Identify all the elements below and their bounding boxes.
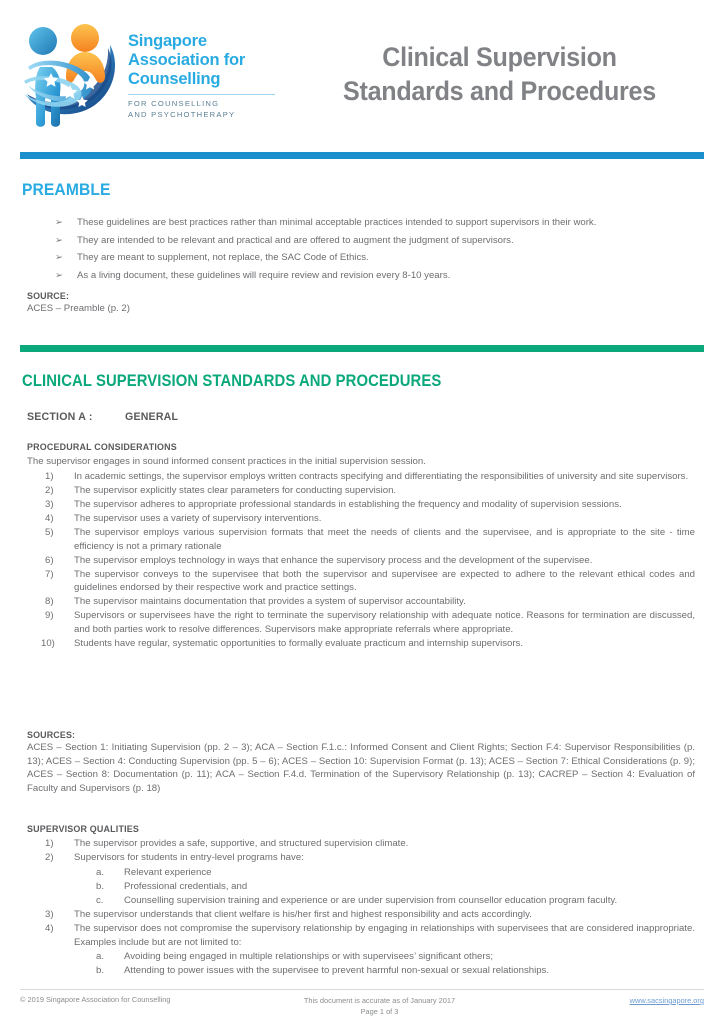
list-marker: 4) <box>45 923 54 935</box>
list-item-text: The supervisor maintains documentation that provides a system of supervisor accountability. <box>74 596 466 608</box>
logo-line-3: Counselling <box>128 70 221 88</box>
list-marker: 4) <box>45 513 54 525</box>
preamble-source-block <box>27 290 695 316</box>
arrow-bullet-icon: ➢ <box>55 234 63 246</box>
list-item <box>27 908 695 921</box>
list-item-text: They are intended to be relevant and practical and are offered to augment the judgment of supervisors. <box>77 234 514 246</box>
list-item-text: Counselling supervision training and experience or are under supervision from counsellor education program faculty. <box>124 894 618 906</box>
list-item <box>27 526 695 553</box>
source-label: SOURCE: <box>27 290 70 301</box>
list-marker: 1) <box>45 471 54 482</box>
logo-line-1: Singapore <box>128 32 207 50</box>
logo-tagline-1: FOR COUNSELLING <box>128 99 220 108</box>
organization-logo <box>18 15 288 133</box>
sac-logo-icon <box>18 15 122 133</box>
list-item <box>27 609 695 636</box>
list-marker: 2) <box>45 852 54 864</box>
standards-sources-block <box>27 729 695 795</box>
list-item <box>74 950 695 964</box>
blue-divider-rule <box>20 152 704 159</box>
arrow-bullet-icon: ➢ <box>55 217 63 228</box>
footer-website[interactable] <box>524 995 704 1005</box>
preamble-heading: PREAMBLE <box>22 180 111 199</box>
list-item-text: Students have regular, systematic opportunities to formally evaluate practicum and internship supervisors. <box>74 637 523 649</box>
list-item <box>27 851 695 907</box>
supervisor-qualities-list <box>27 837 695 979</box>
list-item <box>74 894 695 908</box>
list-item <box>55 234 695 247</box>
preamble-body <box>27 216 695 286</box>
list-item <box>27 512 695 525</box>
list-item <box>74 866 695 880</box>
list-marker: 8) <box>45 596 54 608</box>
list-item <box>55 269 695 282</box>
arrow-bullet-icon: ➢ <box>55 269 63 281</box>
green-divider-rule <box>20 345 704 352</box>
list-item <box>27 484 695 497</box>
list-item-text: The supervisor understands that client welfare is his/her first and highest responsibility and acts accordingly. <box>74 909 532 921</box>
list-marker: a. <box>96 951 105 963</box>
list-marker: 9) <box>45 610 54 622</box>
list-item <box>55 251 695 264</box>
list-item <box>27 837 695 850</box>
page-title <box>303 40 708 108</box>
arrow-bullet-icon: ➢ <box>55 252 63 264</box>
list-marker: 1) <box>45 838 54 849</box>
supervisor-qualities-heading: SUPERVISOR QUALITIES <box>27 823 140 834</box>
list-item-text: The supervisor does not compromise the supervisory relationship by engaging in relationships with supervisees that are considered inappropriate. Examples include but are not limited to: <box>74 923 695 948</box>
list-item-text: Attending to power issues with the supervisee to prevent harmful non-sexual or sexual relationships. <box>124 965 550 977</box>
list-item <box>27 470 695 483</box>
list-item-text: In academic settings, the supervisor employs written contracts specifying and differentiating the responsibilities of university and site supervisors. <box>74 471 689 482</box>
list-item-text: As a living document, these guidelines will require review and revision every 8-10 years. <box>77 269 451 281</box>
source-text: ACES – Preamble (p. 2) <box>27 303 130 314</box>
list-item-text: Supervisors or supervisees have the right to terminate the supervisory relationship with adequate notice. Reasons for termination are discussed, and both parties work to resolve differences. Supervisors make appropriate referrals where appropriate. <box>74 610 695 635</box>
list-marker: 3) <box>45 909 54 921</box>
list-item-text: The supervisor uses a variety of supervisory interventions. <box>74 513 322 525</box>
list-marker: 5) <box>45 527 54 539</box>
list-marker: 2) <box>45 485 54 497</box>
list-item <box>27 568 695 595</box>
logo-line-2: Association for <box>128 51 246 69</box>
list-item <box>74 964 695 978</box>
list-item-text: Professional credentials, and <box>124 880 248 892</box>
section-name: GENERAL <box>125 411 179 423</box>
list-marker: 6) <box>45 554 54 566</box>
sources-label: SOURCES: <box>27 729 76 740</box>
preamble-bullet-list <box>27 216 695 282</box>
website-link[interactable]: www.sacsingapore.org <box>629 996 704 1005</box>
logo-tagline-2: AND PSYCHOTHERAPY <box>128 109 236 119</box>
supervisor-qualities-sublist-4 <box>74 950 695 978</box>
list-item <box>27 498 695 511</box>
list-marker: a. <box>96 866 105 878</box>
procedural-numbered-list <box>27 470 695 651</box>
list-item-text: The supervisor provides a safe, supportive, and structured supervision climate. <box>74 838 409 849</box>
section-label: SECTION A : <box>27 411 93 423</box>
page-footer <box>20 989 704 1017</box>
list-item <box>55 216 695 229</box>
footer-center <box>235 995 524 1017</box>
list-marker: b. <box>96 880 105 892</box>
footer-copyright: © 2019 Singapore Association for Counselling <box>20 995 171 1004</box>
logo-wordmark <box>128 28 275 120</box>
footer-accuracy-note: This document is accurate as of January 2017 <box>303 996 456 1005</box>
list-item-text: They are meant to supplement, not replace, the SAC Code of Ethics. <box>77 252 369 264</box>
logo-divider <box>128 94 275 95</box>
standards-heading: CLINICAL SUPERVISION STANDARDS AND PROCEDURES <box>22 372 442 390</box>
list-marker: 10) <box>41 637 55 649</box>
footer-page-number: Page 1 of 3 <box>360 1007 399 1016</box>
page-title-line-2: Standards and Procedures <box>343 76 656 106</box>
list-item-text: Supervisors for students in entry-level programs have: <box>74 852 304 864</box>
list-item-text: Relevant experience <box>124 866 212 878</box>
list-item <box>27 554 695 567</box>
list-item-text: The supervisor employs technology in ways that enhance the supervisory process and the development of the supervisee. <box>74 554 593 566</box>
list-item <box>74 880 695 894</box>
list-item-text: These guidelines are best practices rather than minimal acceptable practices intended to support supervisors in their work. <box>77 217 597 228</box>
page-title-line-1: Clinical Supervision <box>382 42 617 72</box>
supervisor-qualities-sublist-2 <box>74 866 695 908</box>
list-item-text: Avoiding being engaged in multiple relationships or with supervisees’ significant others; <box>124 951 494 963</box>
list-item-text: The supervisor explicitly states clear parameters for conducting supervision. <box>74 485 397 497</box>
list-item-text: The supervisor employs various supervision formats that meet the needs of clients and the supervisee, and is appropriate to the site - time efficiency is not a primary rationale <box>74 527 695 552</box>
list-item <box>27 637 695 650</box>
sources-text: ACES – Section 1: Initiating Supervision (pp. 2 – 3); ACA – Section F.1.c.: Informed Consent and Client Rights; Section F.4: Supervisor Responsibilities (p. 13); ACES – Section 4: Conducting Supervision (pp. 5 – 6); ACES – Section 10: Supervision Format (p. 13); ACES – Section 7: Ethical Considerations (p. 9); ACES – Section 8: Documentation (p. 11); ACA – Section F.4.d. Termination of the Supervisory Relationship (p. 13); CACREP – Section 4: Evaluation of Faculty and Supervisors (p. 18) <box>27 742 695 794</box>
list-marker: b. <box>96 965 105 977</box>
list-item <box>27 595 695 608</box>
list-item-text: The supervisor adheres to appropriate professional standards in establishing the frequency and modality of supervision sessions. <box>74 499 622 511</box>
section-a-row <box>27 411 178 423</box>
procedural-lead-text: The supervisor engages in sound informed consent practices in the initial supervision session. <box>27 456 426 467</box>
list-item <box>27 922 695 978</box>
list-item-text: The supervisor conveys to the supervisee that both the supervisor and supervisee are expected to adhere to the relevant ethical codes and guidelines endorsed by their respective work and practice settings. <box>74 568 695 594</box>
procedural-considerations-heading: PROCEDURAL CONSIDERATIONS <box>27 441 177 452</box>
list-marker: c. <box>96 894 104 906</box>
list-marker: 7) <box>45 568 54 580</box>
document-header <box>0 0 724 148</box>
list-marker: 3) <box>45 499 54 511</box>
